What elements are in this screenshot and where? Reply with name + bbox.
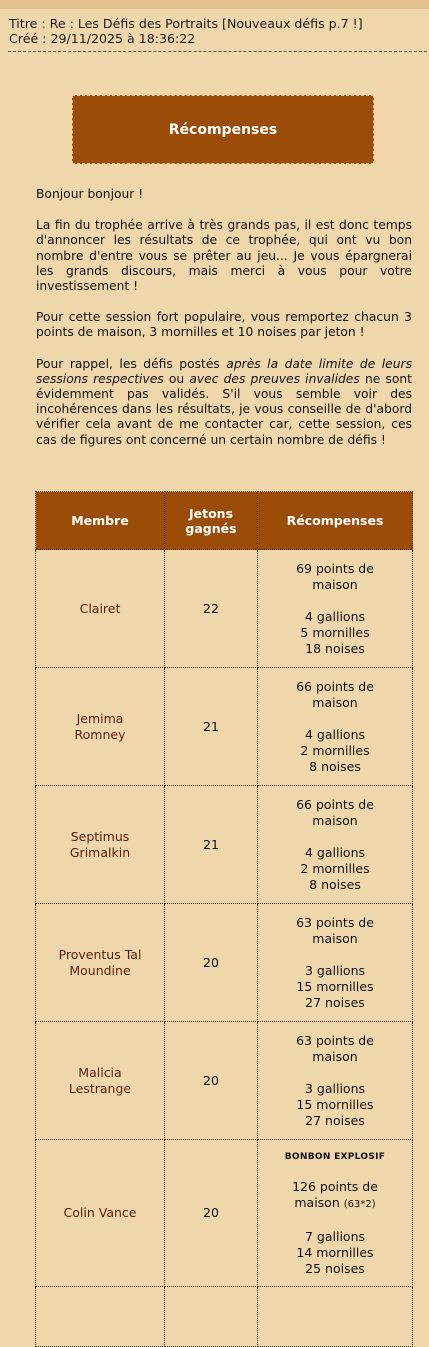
table-header-row [36, 492, 413, 550]
intro-paragraph-2: Pour cette session fort populaire, vous remportez chacun 3 points de maison, 3 mornilles et 10 noises par jeton ! [36, 310, 412, 340]
table-row [36, 904, 413, 1022]
post-created-date: Créé : 29/11/2025 à 18:36:22 [9, 31, 196, 46]
member-name [36, 1287, 165, 1347]
reward-points: 66 points de maison [296, 678, 374, 710]
header-tokens-label: Jetons gagnés [185, 505, 237, 536]
member-name-text: Malicia Lestrange [68, 1064, 132, 1096]
reward-gallions: 3 gallions [304, 962, 366, 978]
reward-cell [258, 1022, 413, 1140]
tokens-count: 20 [165, 1140, 258, 1287]
reward-noises: 8 noises [309, 876, 361, 892]
member-name [36, 668, 165, 786]
intro-paragraph-1: La fin du trophée arrive à très grands pas, il est donc temps d'annoncer les résultats de ce trophée, qui ont vu bon nombre d'entre vous se prêter au jeu... Je vous épargnerai les grands discours, mais merci à vous pour votre investissement ! [36, 218, 412, 294]
para3-text-c: ne sont évidemment pas validés. S'il vous semble voir des incohérences dans les résultats, je vous conseille de d'abord vérifier cela avant de me contacter car, cette session, ces cas de figures ont concerné un certain nombre de défis ! [36, 371, 412, 447]
table-row [36, 1022, 413, 1140]
table-row [36, 1140, 413, 1287]
para3-text-a: Pour rappel, les défis postés [36, 356, 227, 371]
reward-noises: 18 noises [305, 640, 365, 656]
reward-noises: 27 noises [305, 994, 365, 1010]
table-row [36, 668, 413, 786]
rewards-banner [72, 95, 374, 164]
reward-points: 63 points de maison [296, 1032, 374, 1064]
reward-noises: 27 noises [305, 1112, 365, 1128]
reward-cell [258, 550, 413, 668]
table-row [36, 786, 413, 904]
member-name: Colin Vance [36, 1140, 165, 1287]
reward-cell [258, 904, 413, 1022]
special-reward-badge: BONBON EXPLOSIF [284, 1152, 386, 1162]
tokens-count: 21 [165, 786, 258, 904]
reward-points-text: 126 points de maison [292, 1179, 378, 1210]
tokens-count: 21 [165, 668, 258, 786]
header-rewards: Récompenses [258, 492, 413, 550]
table-row [36, 550, 413, 668]
intro-paragraph-3 [36, 357, 412, 448]
reward-gallions: 4 gallions [304, 844, 366, 860]
member-name-text: Proventus Tal Moundine [58, 946, 142, 978]
reward-cell [258, 786, 413, 904]
reward-mornilles: 5 mornilles [300, 624, 370, 640]
reward-mornilles: 15 mornilles [296, 1096, 374, 1112]
tokens-count: 20 [165, 1022, 258, 1140]
reward-noises: 8 noises [309, 758, 361, 774]
member-name: Clairet [36, 550, 165, 668]
para3-emphasis-2: avec des preuves invalides [189, 371, 360, 386]
member-name [36, 786, 165, 904]
member-name [36, 904, 165, 1022]
member-name [36, 1022, 165, 1140]
top-bar [0, 0, 429, 9]
para3-text-b: ou [163, 371, 190, 386]
post-meta [0, 9, 429, 46]
reward-noises: 25 noises [305, 1261, 365, 1276]
member-name-text: Jemima Romney [74, 710, 126, 742]
tokens-count: 20 [165, 904, 258, 1022]
dashed-divider [8, 51, 427, 52]
reward-gallions: 4 gallions [304, 726, 366, 742]
reward-mornilles: 14 mornilles [296, 1245, 374, 1260]
member-name-text: Septimus Grimalkin [69, 828, 131, 860]
reward-mornilles: 2 mornilles [300, 742, 370, 758]
tokens-count: 22 [165, 550, 258, 668]
reward-cell [258, 1287, 413, 1347]
para3-emphasis-1: après la date limite de leurs sessions respectives [36, 356, 412, 386]
reward-points-note: (63*2) [343, 1199, 376, 1210]
post-title: Titre : Re : Les Défis des Portraits [Nouveaux défis p.7 !] [9, 16, 363, 31]
header-member: Membre [36, 492, 165, 550]
header-tokens [165, 492, 258, 550]
reward-gallions: 4 gallions [304, 608, 366, 624]
reward-mornilles: 15 mornilles [296, 978, 374, 994]
tokens-count [165, 1287, 258, 1347]
reward-cell [258, 1140, 413, 1287]
reward-points: 69 points de maison [296, 560, 374, 592]
reward-mornilles: 2 mornilles [300, 860, 370, 876]
reward-gallions: 7 gallions [304, 1229, 366, 1244]
reward-cell [258, 668, 413, 786]
reward-points: 66 points de maison [296, 796, 374, 828]
greeting: Bonjour bonjour ! [36, 187, 144, 201]
rewards-table [35, 491, 413, 1347]
banner-title: Récompenses [168, 121, 278, 138]
post-body [36, 187, 412, 464]
reward-points [259, 1179, 411, 1213]
reward-gallions: 3 gallions [304, 1080, 366, 1096]
table-row [36, 1287, 413, 1347]
reward-points: 63 points de maison [296, 914, 374, 946]
